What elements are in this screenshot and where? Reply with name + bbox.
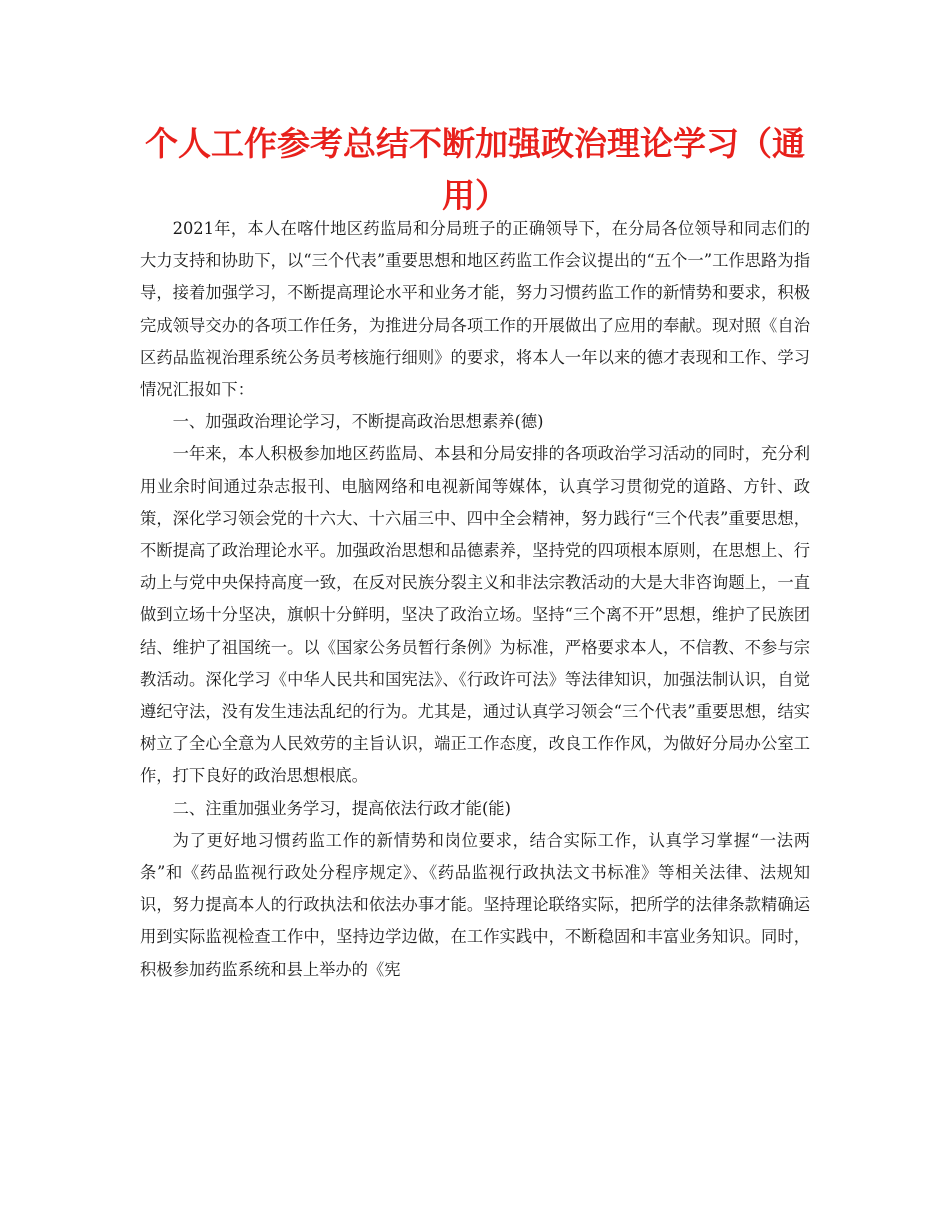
section-heading-2: 二、注重加强业务学习，提高依法行政才能(能) xyxy=(172,798,511,818)
paragraph-section-2: 为了更好地习惯药监工作的新情势和岗位要求，结合实际工作，认真学习掌握“一法两条”和《药品监视行政处分程序规定》、《药品监视行政执法文书标准》等相关法律、法规知识，努力提高本人的行政执法和依法办事才能。坚持理论联络实际，把所学的法律条款精确运用到实际监视检查工作中，坚持边学边做，在工作实践中，不断稳固和丰富业务知识。同时，积极参加药监系统和县上举办的《宪 xyxy=(140,830,810,979)
document-body xyxy=(140,213,810,986)
document-title: 个人工作参考总结不断加强政治理论学习（通用） xyxy=(145,124,805,215)
paragraph-intro: 2021年，本人在喀什地区药监局和分局班子的正确领导下，在分局各位领导和同志们的大力支持和协助下，以“三个代表”重要思想和地区药监工作会议提出的“五个一”工作思路为指导，接着加强学习，不断提高理论水平和业务才能，努力习惯药监工作的新情势和要求，积极完成领导交办的各项工作任务，为推进分局各项工作的开展做出了应用的奉献。现对照《自治区药品监视治理系统公务员考核施行细则》的要求，将本人一年以来的德才表现和工作、学习情况汇报如下： xyxy=(140,219,810,400)
paragraph-section-1: 一年来，本人积极参加地区药监局、本县和分局安排的各项政治学习活动的同时，充分利用业余时间通过杂志报刊、电脑网络和电视新闻等媒体，认真学习贯彻党的道路、方针、政策，深化学习领会党的十六大、十六届三中、四中全会精神，努力践行“三个代表”重要思想，不断提高了政治理论水平。加强政治思想和品德素养，坚持党的四项根本原则，在思想上、行动上与党中央保持高度一致，在反对民族分裂主义和非法宗教活动的大是大非咨询题上，一直做到立场十分坚决，旗帜十分鲜明，坚决了政治立场。坚持“三个离不开”思想，维护了民族团结、维护了祖国统一。以《国家公务员暂行条例》为标准，严格要求本人，不信教、不参与宗教活动。深化学习《中华人民共和国宪法》、《行政许可法》等法律知识，加强法制认识，自觉遵纪守法，没有发生违法乱纪的行为。尤其是，通过认真学习领会“三个代表”重要思想，结实树立了全心全意为人民效劳的主旨认识，端正工作态度，改良工作作风，为做好分局办公室工作，打下良好的政治思想根底。 xyxy=(140,444,810,786)
section-heading-1: 一、加强政治理论学习，不断提高政治思想素养(德) xyxy=(172,412,544,432)
